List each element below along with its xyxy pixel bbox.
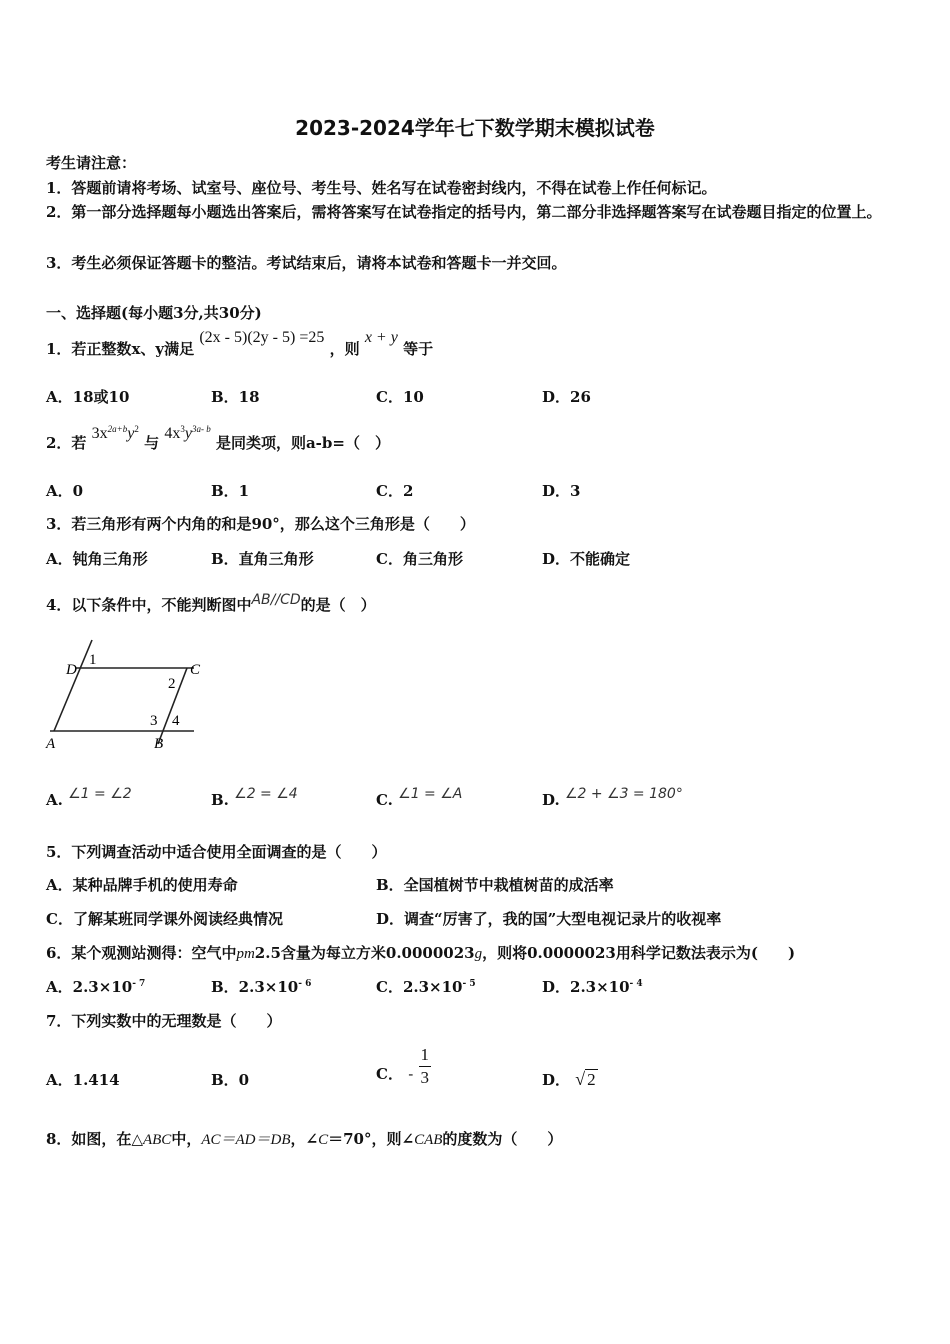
label-d: D bbox=[66, 662, 77, 678]
question-4 bbox=[46, 594, 376, 615]
q4-option-c[interactable]: C. ∠1 = ∠A bbox=[376, 786, 463, 809]
q2-prefix: 2．若 bbox=[46, 434, 87, 452]
question-7: 7．下列实数中的无理数是（ ） bbox=[46, 1012, 282, 1030]
q3-option-c[interactable]: C．角三角形 bbox=[376, 550, 463, 568]
q6-option-c[interactable]: C．$2.3\times 10^{- 5}$ bbox=[376, 978, 476, 996]
q3-option-a[interactable]: A．钝角三角形 bbox=[46, 550, 148, 568]
q4-prefix: 4．以下条件中，不能判断图中 bbox=[46, 596, 252, 614]
q7-option-c[interactable]: C． - $\frac{1}{3}$ bbox=[376, 1045, 429, 1087]
parallel-lines-figure bbox=[44, 636, 204, 754]
q1-sum-expr: x + y bbox=[364, 329, 398, 346]
q4-option-d[interactable]: D. ∠2 + ∠3 = 180° bbox=[542, 786, 683, 809]
q7-option-a[interactable]: A．1.414 bbox=[46, 1071, 120, 1089]
q6-option-b[interactable]: B．$2.3\times 10^{- 6}$ bbox=[211, 978, 312, 996]
q2-mid: 与 bbox=[144, 434, 160, 452]
question-5: 5．下列调查活动中适合使用全面调查的是（ ） bbox=[46, 843, 387, 861]
label-angle-2: 2 bbox=[168, 676, 176, 692]
q1-option-d[interactable]: D．26 bbox=[542, 388, 591, 406]
q1-prefix: 1．若正整数x、y满足 bbox=[46, 340, 195, 358]
label-b: B bbox=[154, 736, 164, 752]
q7-fraction: $\frac{1}{3}$ bbox=[420, 1045, 429, 1087]
q5-option-b[interactable]: B．全国植树节中栽植树苗的成活率 bbox=[376, 876, 614, 894]
q4-parallel-expr: AB//CD bbox=[251, 592, 301, 608]
q4-option-a[interactable]: A. ∠1 = ∠2 bbox=[46, 786, 132, 809]
label-angle-4: 4 bbox=[172, 713, 180, 729]
q1-option-a[interactable]: A．18或10 bbox=[46, 388, 130, 406]
q2-option-a[interactable]: A．0 bbox=[46, 482, 84, 500]
q7-option-b[interactable]: B．0 bbox=[211, 1071, 250, 1089]
q2-term-1: $3x^{2a+b}y^2$ bbox=[91, 424, 139, 442]
q5-option-c[interactable]: C．了解某班同学课外阅读经典情况 bbox=[46, 910, 283, 928]
question-6: 6．某个观测站测得：空气中pm2.5含量为每立方米0.0000023g，则将0.0000023用科学记数法表示为( ) bbox=[46, 944, 796, 962]
label-a: A bbox=[46, 736, 56, 752]
q5-option-d[interactable]: D．调查“厉害了，我的国”大型电视记录片的收视率 bbox=[376, 910, 722, 928]
label-angle-1: 1 bbox=[89, 652, 97, 668]
notice-heading: 考生请注意： bbox=[46, 154, 137, 172]
q7-option-d[interactable]: D． √ 2 bbox=[542, 1069, 596, 1089]
notice-item-3: 3．考生必须保证答题卡的整洁。考试结束后，请将本试卷和答题卡一并交回。 bbox=[46, 254, 567, 272]
q2-option-b[interactable]: B．1 bbox=[211, 482, 250, 500]
label-angle-3: 3 bbox=[150, 713, 158, 729]
q1-suffix: 等于 bbox=[403, 340, 434, 358]
q1-mid: ，则 bbox=[329, 340, 360, 358]
notice-item-2: 2．第一部分选择题每小题选出答案后，需将答案写在试卷指定的括号内，第二部分非选择题答案写在试卷题目指定的位置上。 bbox=[46, 203, 882, 221]
q3-option-d[interactable]: D．不能确定 bbox=[542, 550, 631, 568]
notice-item-1: 1．答题前请将考场、试室号、座位号、考生号、姓名写在试卷密封线内，不得在试卷上作任何标记。 bbox=[46, 179, 717, 197]
q1-option-c[interactable]: C．10 bbox=[376, 388, 424, 406]
question-3: 3．若三角形有两个内角的和是90°，那么这个三角形是（ ） bbox=[46, 515, 475, 533]
line-ad bbox=[54, 640, 92, 731]
q2-suffix: 是同类项，则a-b=（ ） bbox=[215, 434, 390, 452]
q1-option-b[interactable]: B．18 bbox=[211, 388, 260, 406]
question-2 bbox=[46, 424, 390, 453]
q2-term-2: $4x^3y^{3a- b}$ bbox=[164, 424, 211, 442]
q3-option-b[interactable]: B．直角三角形 bbox=[211, 550, 314, 568]
q2-option-c[interactable]: C．2 bbox=[376, 482, 414, 500]
q1-equation: (2x - 5)(2y - 5) =25 bbox=[199, 329, 325, 346]
q6-option-d[interactable]: D．$2.3\times 10^{- 4}$ bbox=[542, 978, 643, 996]
question-8: 8．如图，在△ABC中，AC＝AD＝DB，∠C＝70°，则∠CAB的度数为（ ） bbox=[46, 1130, 563, 1148]
question-1 bbox=[46, 329, 434, 359]
q6-option-a[interactable]: A．$2.3\times 10^{- 7}$ bbox=[46, 978, 146, 996]
page-title: 2023-2024学年七下数学期末模拟试卷 bbox=[295, 116, 655, 140]
label-c: C bbox=[190, 662, 201, 678]
q2-option-d[interactable]: D．3 bbox=[542, 482, 581, 500]
section-heading: 一、选择题(每小题3分,共30分) bbox=[46, 304, 262, 322]
q5-option-a[interactable]: A．某种品牌手机的使用寿命 bbox=[46, 876, 238, 894]
q4-suffix: 的是（ ） bbox=[300, 596, 376, 614]
q4-option-b[interactable]: B. ∠2 = ∠4 bbox=[211, 786, 298, 809]
